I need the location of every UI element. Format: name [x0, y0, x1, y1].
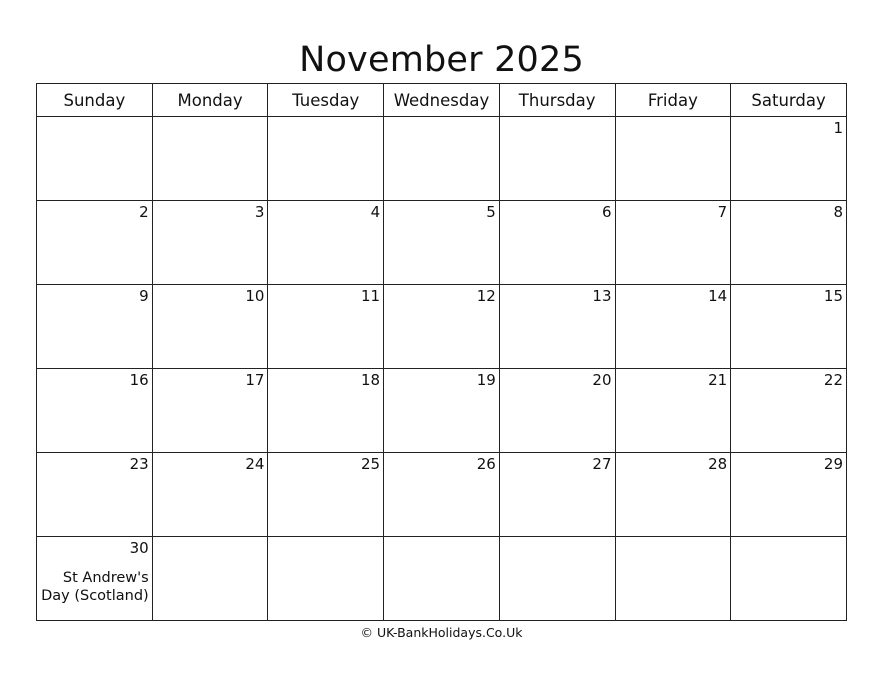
day-number: 10	[245, 287, 265, 305]
day-number: 17	[245, 371, 265, 389]
day-cell	[384, 285, 500, 369]
day-number: 24	[245, 455, 265, 473]
weekday-header-tuesday: Tuesday	[268, 84, 384, 117]
day-cell	[384, 537, 500, 621]
page-title: November 2025	[299, 40, 584, 80]
day-cell	[37, 285, 153, 369]
week-row	[37, 117, 847, 201]
day-number: 29	[823, 455, 843, 473]
day-number: 26	[476, 455, 496, 473]
week-row	[37, 285, 847, 369]
day-number	[731, 537, 846, 539]
weekday-header-friday: Friday	[615, 84, 731, 117]
day-cell	[152, 201, 268, 285]
calendar-grid	[36, 83, 847, 621]
week-row	[37, 537, 847, 621]
day-number: 8	[833, 203, 843, 221]
day-number: 3	[254, 203, 265, 221]
day-number: 9	[139, 287, 149, 305]
day-number: 27	[592, 455, 612, 473]
weekday-header-sunday: Sunday	[37, 84, 153, 117]
day-cell	[499, 453, 615, 537]
day-number	[500, 117, 615, 119]
day-number: 30	[129, 539, 149, 557]
day-cell	[384, 117, 500, 201]
day-cell	[731, 285, 847, 369]
day-cell	[499, 285, 615, 369]
day-cell	[499, 201, 615, 285]
day-cell	[615, 117, 731, 201]
day-number: 18	[361, 371, 381, 389]
day-number: 14	[708, 287, 728, 305]
day-number: 5	[486, 203, 496, 221]
day-number	[616, 117, 731, 119]
day-cell	[499, 369, 615, 453]
weekday-header-thursday: Thursday	[499, 84, 615, 117]
weekday-header-saturday: Saturday	[731, 84, 847, 117]
day-cell	[152, 369, 268, 453]
day-number	[384, 117, 499, 119]
day-number: 22	[823, 371, 843, 389]
day-cell	[615, 201, 731, 285]
day-number	[500, 537, 615, 539]
day-number	[268, 537, 383, 539]
day-number	[153, 117, 268, 119]
day-cell	[731, 537, 847, 621]
day-number: 2	[139, 203, 149, 221]
day-cell	[37, 537, 153, 621]
day-number: 13	[592, 287, 612, 305]
weekday-header-wednesday: Wednesday	[384, 84, 500, 117]
day-number: 4	[370, 203, 381, 221]
day-cell	[499, 117, 615, 201]
week-row	[37, 201, 847, 285]
day-cell	[615, 369, 731, 453]
day-cell	[384, 201, 500, 285]
day-number	[384, 537, 499, 539]
copyright-footer: © UK-BankHolidays.Co.Uk	[360, 625, 523, 640]
day-cell	[37, 369, 153, 453]
day-cell	[268, 453, 384, 537]
day-number: 21	[708, 371, 728, 389]
day-number: 1	[833, 119, 843, 137]
day-cell	[268, 537, 384, 621]
day-number: 6	[601, 203, 612, 221]
weekday-header-monday: Monday	[152, 84, 268, 117]
day-number: 7	[717, 203, 728, 221]
day-cell	[152, 117, 268, 201]
day-cell	[152, 285, 268, 369]
week-row	[37, 369, 847, 453]
day-cell	[615, 453, 731, 537]
day-number	[37, 117, 152, 119]
day-cell	[731, 453, 847, 537]
day-number: 16	[129, 371, 149, 389]
day-number	[616, 537, 731, 539]
day-cell	[268, 369, 384, 453]
day-number: 23	[129, 455, 149, 473]
day-cell	[731, 117, 847, 201]
day-cell	[268, 117, 384, 201]
week-row	[37, 453, 847, 537]
day-cell	[152, 537, 268, 621]
day-number	[268, 117, 383, 119]
day-number: 15	[823, 287, 843, 305]
holiday-label: St Andrew's Day (Scotland)	[41, 570, 149, 604]
day-cell	[499, 537, 615, 621]
day-cell	[615, 537, 731, 621]
weekday-header-row	[37, 84, 847, 117]
day-cell	[268, 201, 384, 285]
day-cell	[615, 285, 731, 369]
day-cell	[37, 117, 153, 201]
day-number: 11	[361, 287, 381, 305]
day-number	[153, 537, 268, 539]
day-cell	[384, 453, 500, 537]
day-number: 25	[361, 455, 381, 473]
day-cell	[152, 453, 268, 537]
day-number: 20	[592, 371, 612, 389]
day-number: 19	[476, 371, 496, 389]
day-cell	[731, 369, 847, 453]
day-cell	[37, 201, 153, 285]
day-number: 28	[708, 455, 728, 473]
day-cell	[268, 285, 384, 369]
day-cell	[37, 453, 153, 537]
day-number: 12	[476, 287, 496, 305]
day-cell	[731, 201, 847, 285]
day-cell	[384, 369, 500, 453]
